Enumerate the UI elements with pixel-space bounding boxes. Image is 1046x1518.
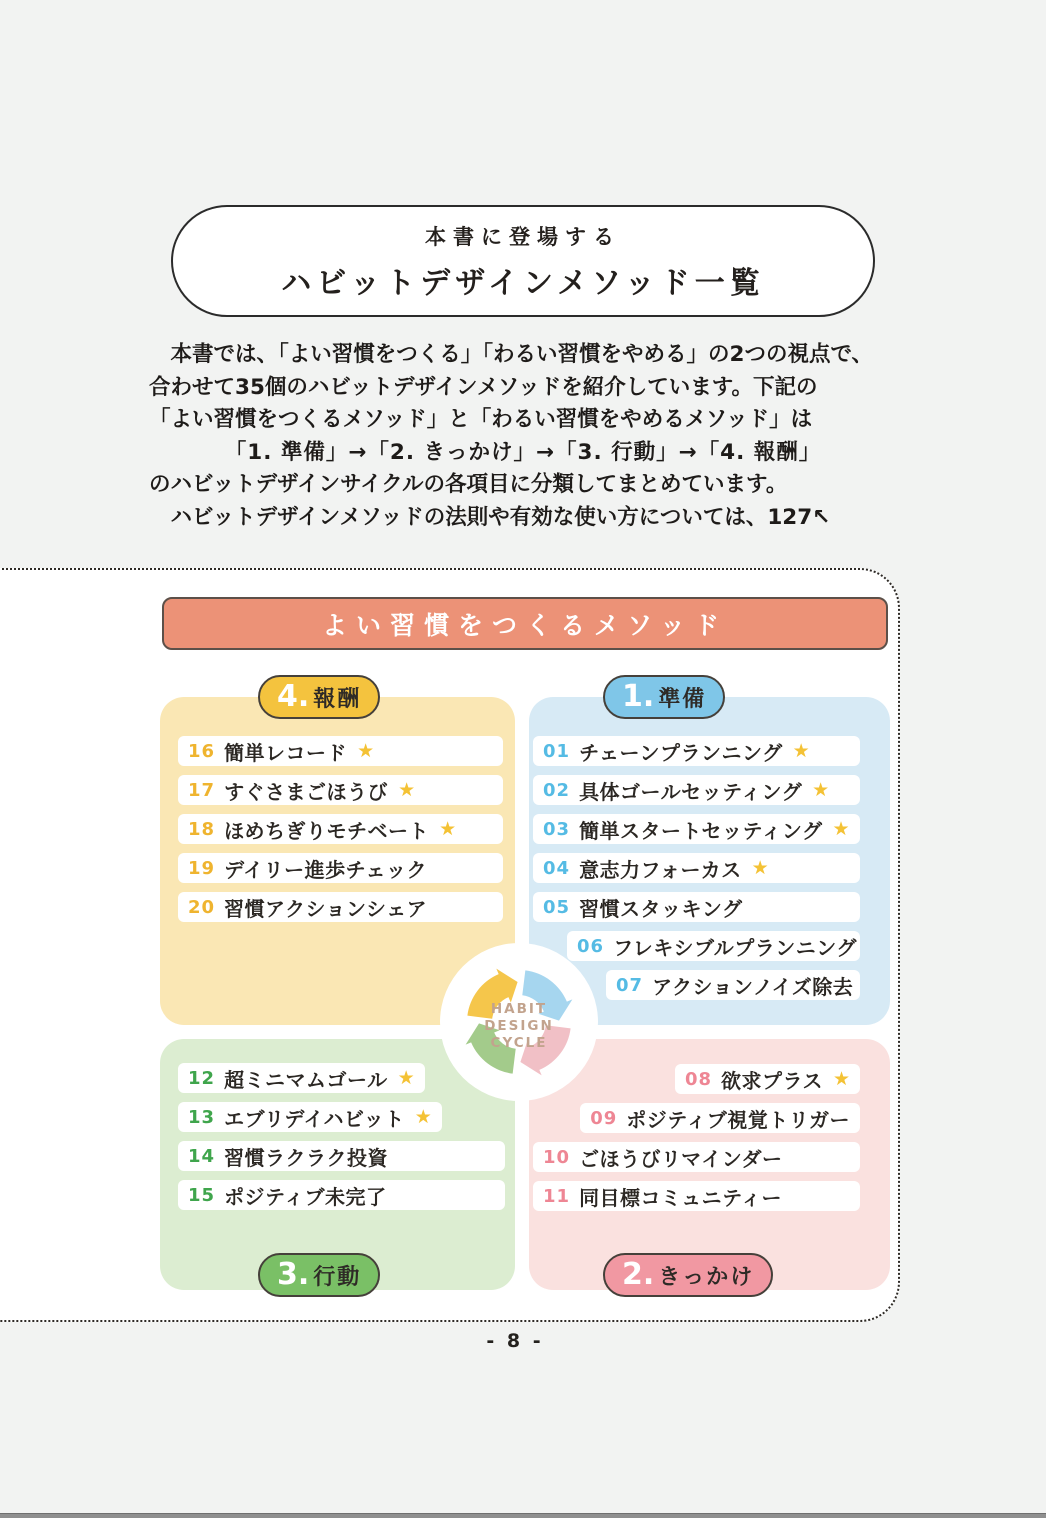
- star-icon: ★: [751, 857, 769, 879]
- method-number: 01: [543, 740, 571, 762]
- method-label: 簡単スタートセッティング: [579, 818, 823, 843]
- cycle-label-line3: CYCLE: [490, 1035, 548, 1051]
- method-item-18: [178, 814, 503, 844]
- method-item-02: [533, 775, 860, 805]
- method-item-14: [178, 1141, 505, 1171]
- intro-line: 「よい習慣をつくるメソッド」と「わるい習慣をやめるメソッド」は: [149, 407, 813, 432]
- method-number: 16: [188, 740, 216, 762]
- method-label: 同目標コミュニティー: [579, 1185, 783, 1210]
- method-item-01: [533, 736, 860, 766]
- method-label: 欲求プラス: [721, 1068, 823, 1093]
- page-title-line2: ハビットデザインメソッド一覧: [281, 265, 765, 301]
- method-item-13: [178, 1102, 442, 1132]
- intro-line: 本書では、「よい習慣をつくる」「わるい習慣をやめる」の2つの視点で、: [149, 342, 874, 367]
- intro-paragraph: [149, 339, 897, 534]
- quadrant-badge-cue: [603, 1253, 773, 1297]
- method-label: 超ミニマムゴール: [224, 1067, 388, 1092]
- star-icon: ★: [792, 740, 810, 762]
- method-item-06: [567, 931, 860, 961]
- method-label: 具体ゴールセッティング: [579, 779, 803, 804]
- method-item-09: [580, 1103, 860, 1133]
- method-label: 習慣ラクラク投資: [224, 1145, 389, 1170]
- page-title-line1: 本書に登場する: [425, 224, 621, 249]
- method-number: 19: [188, 857, 216, 879]
- badge-label: 報酬: [313, 686, 362, 712]
- method-item-16: [178, 736, 503, 766]
- star-icon: ★: [397, 1067, 415, 1089]
- star-icon: ★: [357, 740, 375, 762]
- method-item-10: [533, 1142, 860, 1172]
- quadrant-badge-preparation: [603, 675, 725, 719]
- method-item-11: [533, 1181, 860, 1211]
- method-number: 03: [543, 818, 571, 840]
- method-item-20: [178, 892, 503, 922]
- badge-number: 1.: [622, 679, 655, 714]
- method-label: 習慣スタッキング: [579, 896, 743, 921]
- star-icon: ★: [832, 818, 850, 840]
- intro-line: のハビットデザインサイクルの各項目に分類してまとめています。: [149, 472, 788, 497]
- habit-design-cycle-icon: [439, 942, 599, 1102]
- method-number: 20: [188, 896, 216, 918]
- badge-number: 2.: [622, 1257, 655, 1292]
- method-item-04: [533, 853, 860, 883]
- method-label: 習慣アクションシェア: [224, 896, 428, 921]
- method-label: ポジティブ視覚トリガー: [626, 1107, 850, 1132]
- method-item-19: [178, 853, 503, 883]
- method-number: 04: [543, 857, 571, 879]
- badge-number: 3.: [277, 1257, 310, 1292]
- method-item-15: [178, 1180, 505, 1210]
- method-number: 08: [684, 1068, 713, 1090]
- method-item-07: [606, 970, 860, 1000]
- badge-number: 4.: [277, 679, 310, 714]
- method-item-12: [178, 1063, 425, 1093]
- quadrant-badge-reward: [258, 675, 380, 719]
- method-number: 07: [616, 974, 644, 996]
- page-bottom-edge: [0, 1513, 1046, 1518]
- cycle-label-line2: DESIGN: [484, 1018, 554, 1034]
- method-item-08: [675, 1064, 860, 1094]
- method-number: 11: [543, 1185, 571, 1207]
- method-label: ポジティブ未完了: [224, 1184, 387, 1209]
- method-number: 12: [188, 1067, 216, 1089]
- method-number: 18: [188, 818, 216, 840]
- star-icon: ★: [832, 1068, 850, 1090]
- badge-label: 行動: [313, 1264, 362, 1290]
- method-number: 13: [188, 1106, 216, 1128]
- quadrant-badge-action: [258, 1253, 380, 1297]
- chart-title-bar: よい習慣をつくるメソッド: [162, 597, 888, 650]
- method-label: アクションノイズ除去: [652, 974, 854, 999]
- method-number: 17: [188, 779, 216, 801]
- badge-label: きっかけ: [658, 1264, 755, 1290]
- star-icon: ★: [812, 779, 830, 801]
- method-label: フレキシブルプランニング: [613, 935, 857, 960]
- method-label: チェーンプランニング: [579, 740, 783, 765]
- star-icon: ★: [414, 1106, 432, 1128]
- badge-label: 準備: [658, 686, 707, 712]
- star-icon: ★: [439, 818, 457, 840]
- intro-line: ハビットデザインメソッドの法則や有効な使い方については、127↖: [149, 504, 831, 530]
- habit-design-diagram: [160, 679, 890, 1292]
- method-item-03: [533, 814, 860, 844]
- star-icon: ★: [398, 779, 416, 801]
- method-label: デイリー進歩チェック: [224, 857, 428, 882]
- method-number: 05: [543, 896, 571, 918]
- method-number: 14: [188, 1145, 216, 1167]
- intro-line-cycle-order: 「1. 準備」→「2. きっかけ」→「3. 行動」→「4. 報酬」: [224, 439, 822, 465]
- page-number: - 8 -: [486, 1330, 544, 1352]
- method-number: 10: [543, 1146, 571, 1168]
- method-number: 15: [188, 1184, 216, 1206]
- cycle-label-line1: HABIT: [490, 1001, 548, 1017]
- method-label: ほめちぎりモチベート: [224, 818, 430, 843]
- method-label: ごほうびリマインダー: [579, 1146, 783, 1171]
- intro-line: 合わせて35個のハビットデザインメソッドを紹介しています。下記の: [149, 374, 818, 400]
- method-item-05: [533, 892, 860, 922]
- method-number: 02: [543, 779, 571, 801]
- method-number: 09: [590, 1107, 618, 1129]
- method-label: すぐさまごほうび: [224, 779, 389, 804]
- page-title-pill: [171, 205, 875, 317]
- method-label: 簡単レコード: [224, 740, 348, 765]
- method-label: 意志力フォーカス: [579, 857, 742, 882]
- method-label: エブリデイハビット: [224, 1106, 405, 1131]
- method-item-17: [178, 775, 503, 805]
- method-number: 06: [577, 935, 605, 957]
